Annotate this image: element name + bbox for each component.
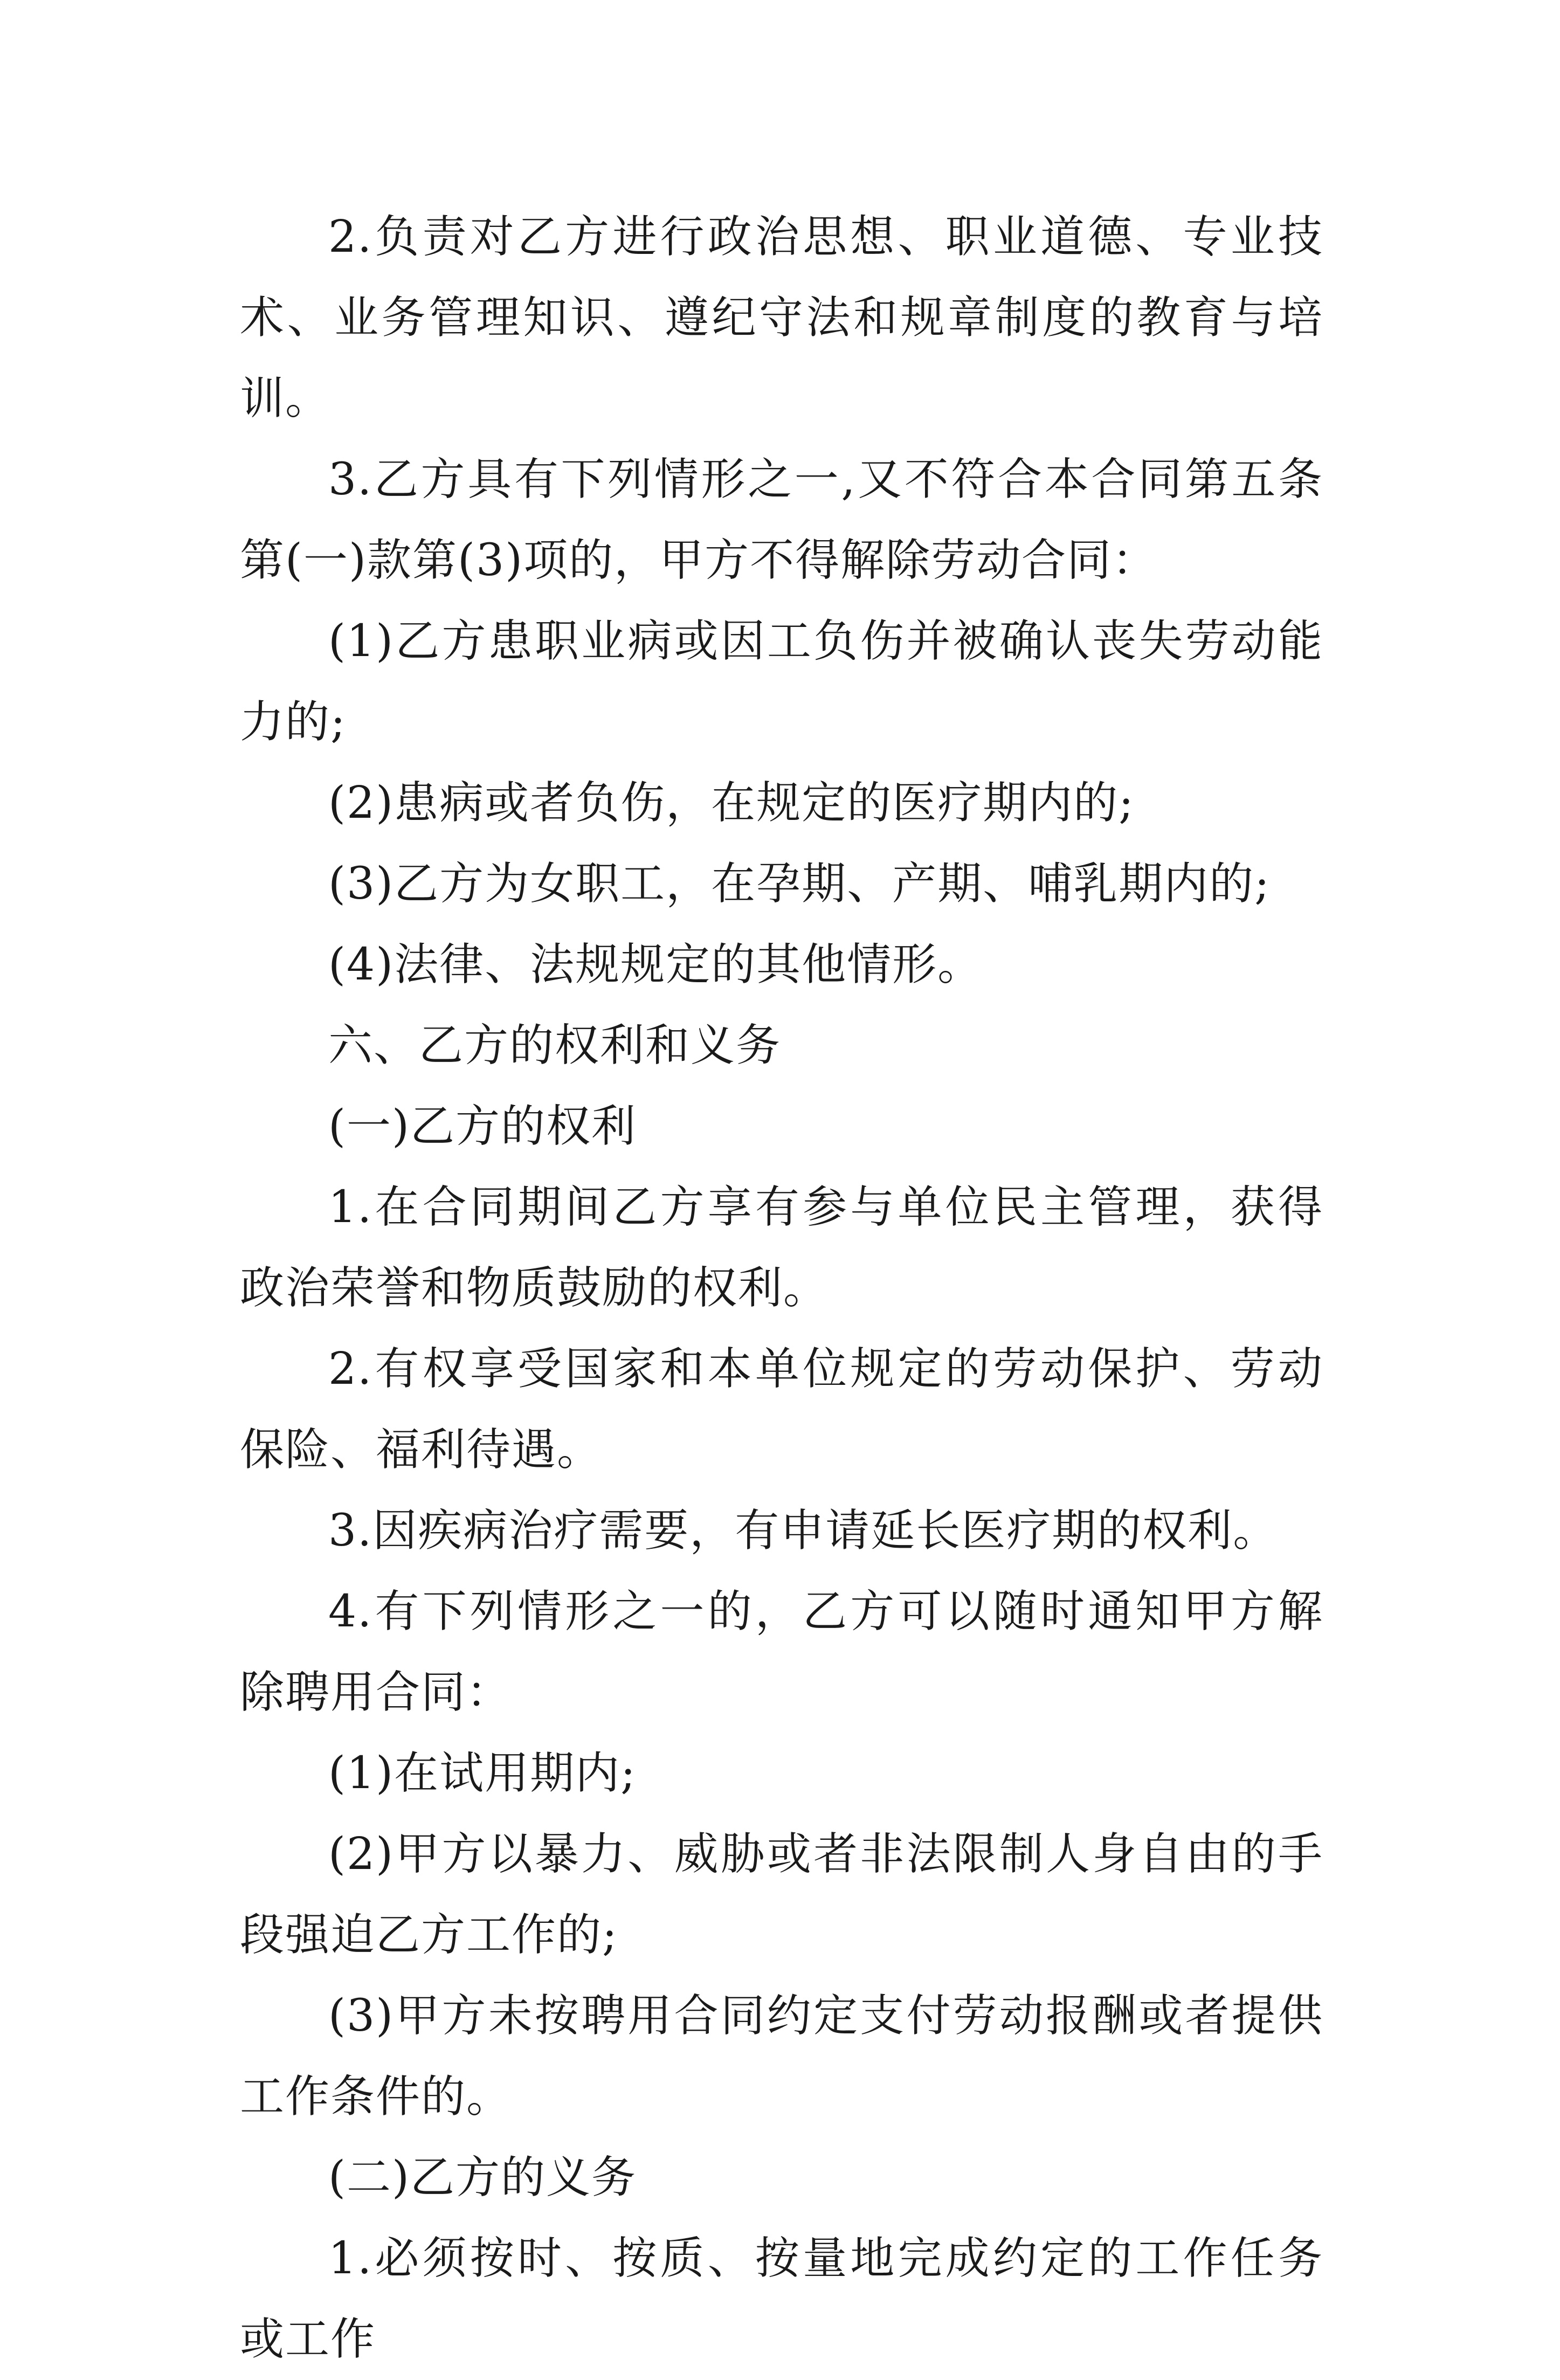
list-item-forced-labor: (2)甲方以暴力、威胁或者非法限制人身自由的手段强迫乙方工作的; [240,1829,1323,1961]
paragraph-right-medical-extension: 3.因疾病治疗需要，有申请延长医疗期的权利。 [328,1505,1279,1556]
document-body [240,197,1323,2380]
list-item-other-cases: (4)法律、法规规定的其他情形。 [328,939,983,990]
paragraph-training-duty: 2.负责对乙方进行政治思想、职业道德、专业技术、业务管理知识、遵纪守法和规章制度的教育与培训。 [240,211,1323,424]
list-item-unpaid: (3)甲方未按聘用合同约定支付劳动报酬或者提供工作条件的。 [240,1990,1323,2122]
list-item-probation: (1)在试用期内; [328,1748,637,1799]
paragraph-no-termination-conditions: 3.乙方具有下列情形之一,又不符合本合同第五条第(一)款第(3)项的，甲方不得解除劳动合同： [240,454,1323,586]
paragraph-right-termination: 4.有下列情形之一的，乙方可以随时通知甲方解除聘用合同： [240,1586,1323,1718]
list-item-female-employee: (3)乙方为女职工，在孕期、产期、哺乳期内的; [328,858,1271,909]
paragraph-obligation-tasks: 1.必须按时、按质、按量地完成约定的工作任务或工作 [240,2233,1323,2365]
subsection-heading-obligations: (二)乙方的义务 [328,2152,637,2203]
subsection-heading-rights: (一)乙方的权利 [328,1101,637,1152]
list-item-medical-period: (2)患病或者负伤，在规定的医疗期内的; [328,777,1135,829]
paragraph-right-protection: 2.有权享受国家和本单位规定的劳动保护、劳动保险、福利待遇。 [240,1343,1323,1475]
section-heading-rights-obligations: 六、乙方的权利和义务 [328,1020,782,1071]
list-item-occupational-disease: (1)乙方患职业病或因工负伤并被确认丧失劳动能力的; [240,616,1323,748]
paragraph-right-participation: 1.在合同期间乙方享有参与单位民主管理，获得政治荣誉和物质鼓励的权利。 [240,1182,1323,1314]
